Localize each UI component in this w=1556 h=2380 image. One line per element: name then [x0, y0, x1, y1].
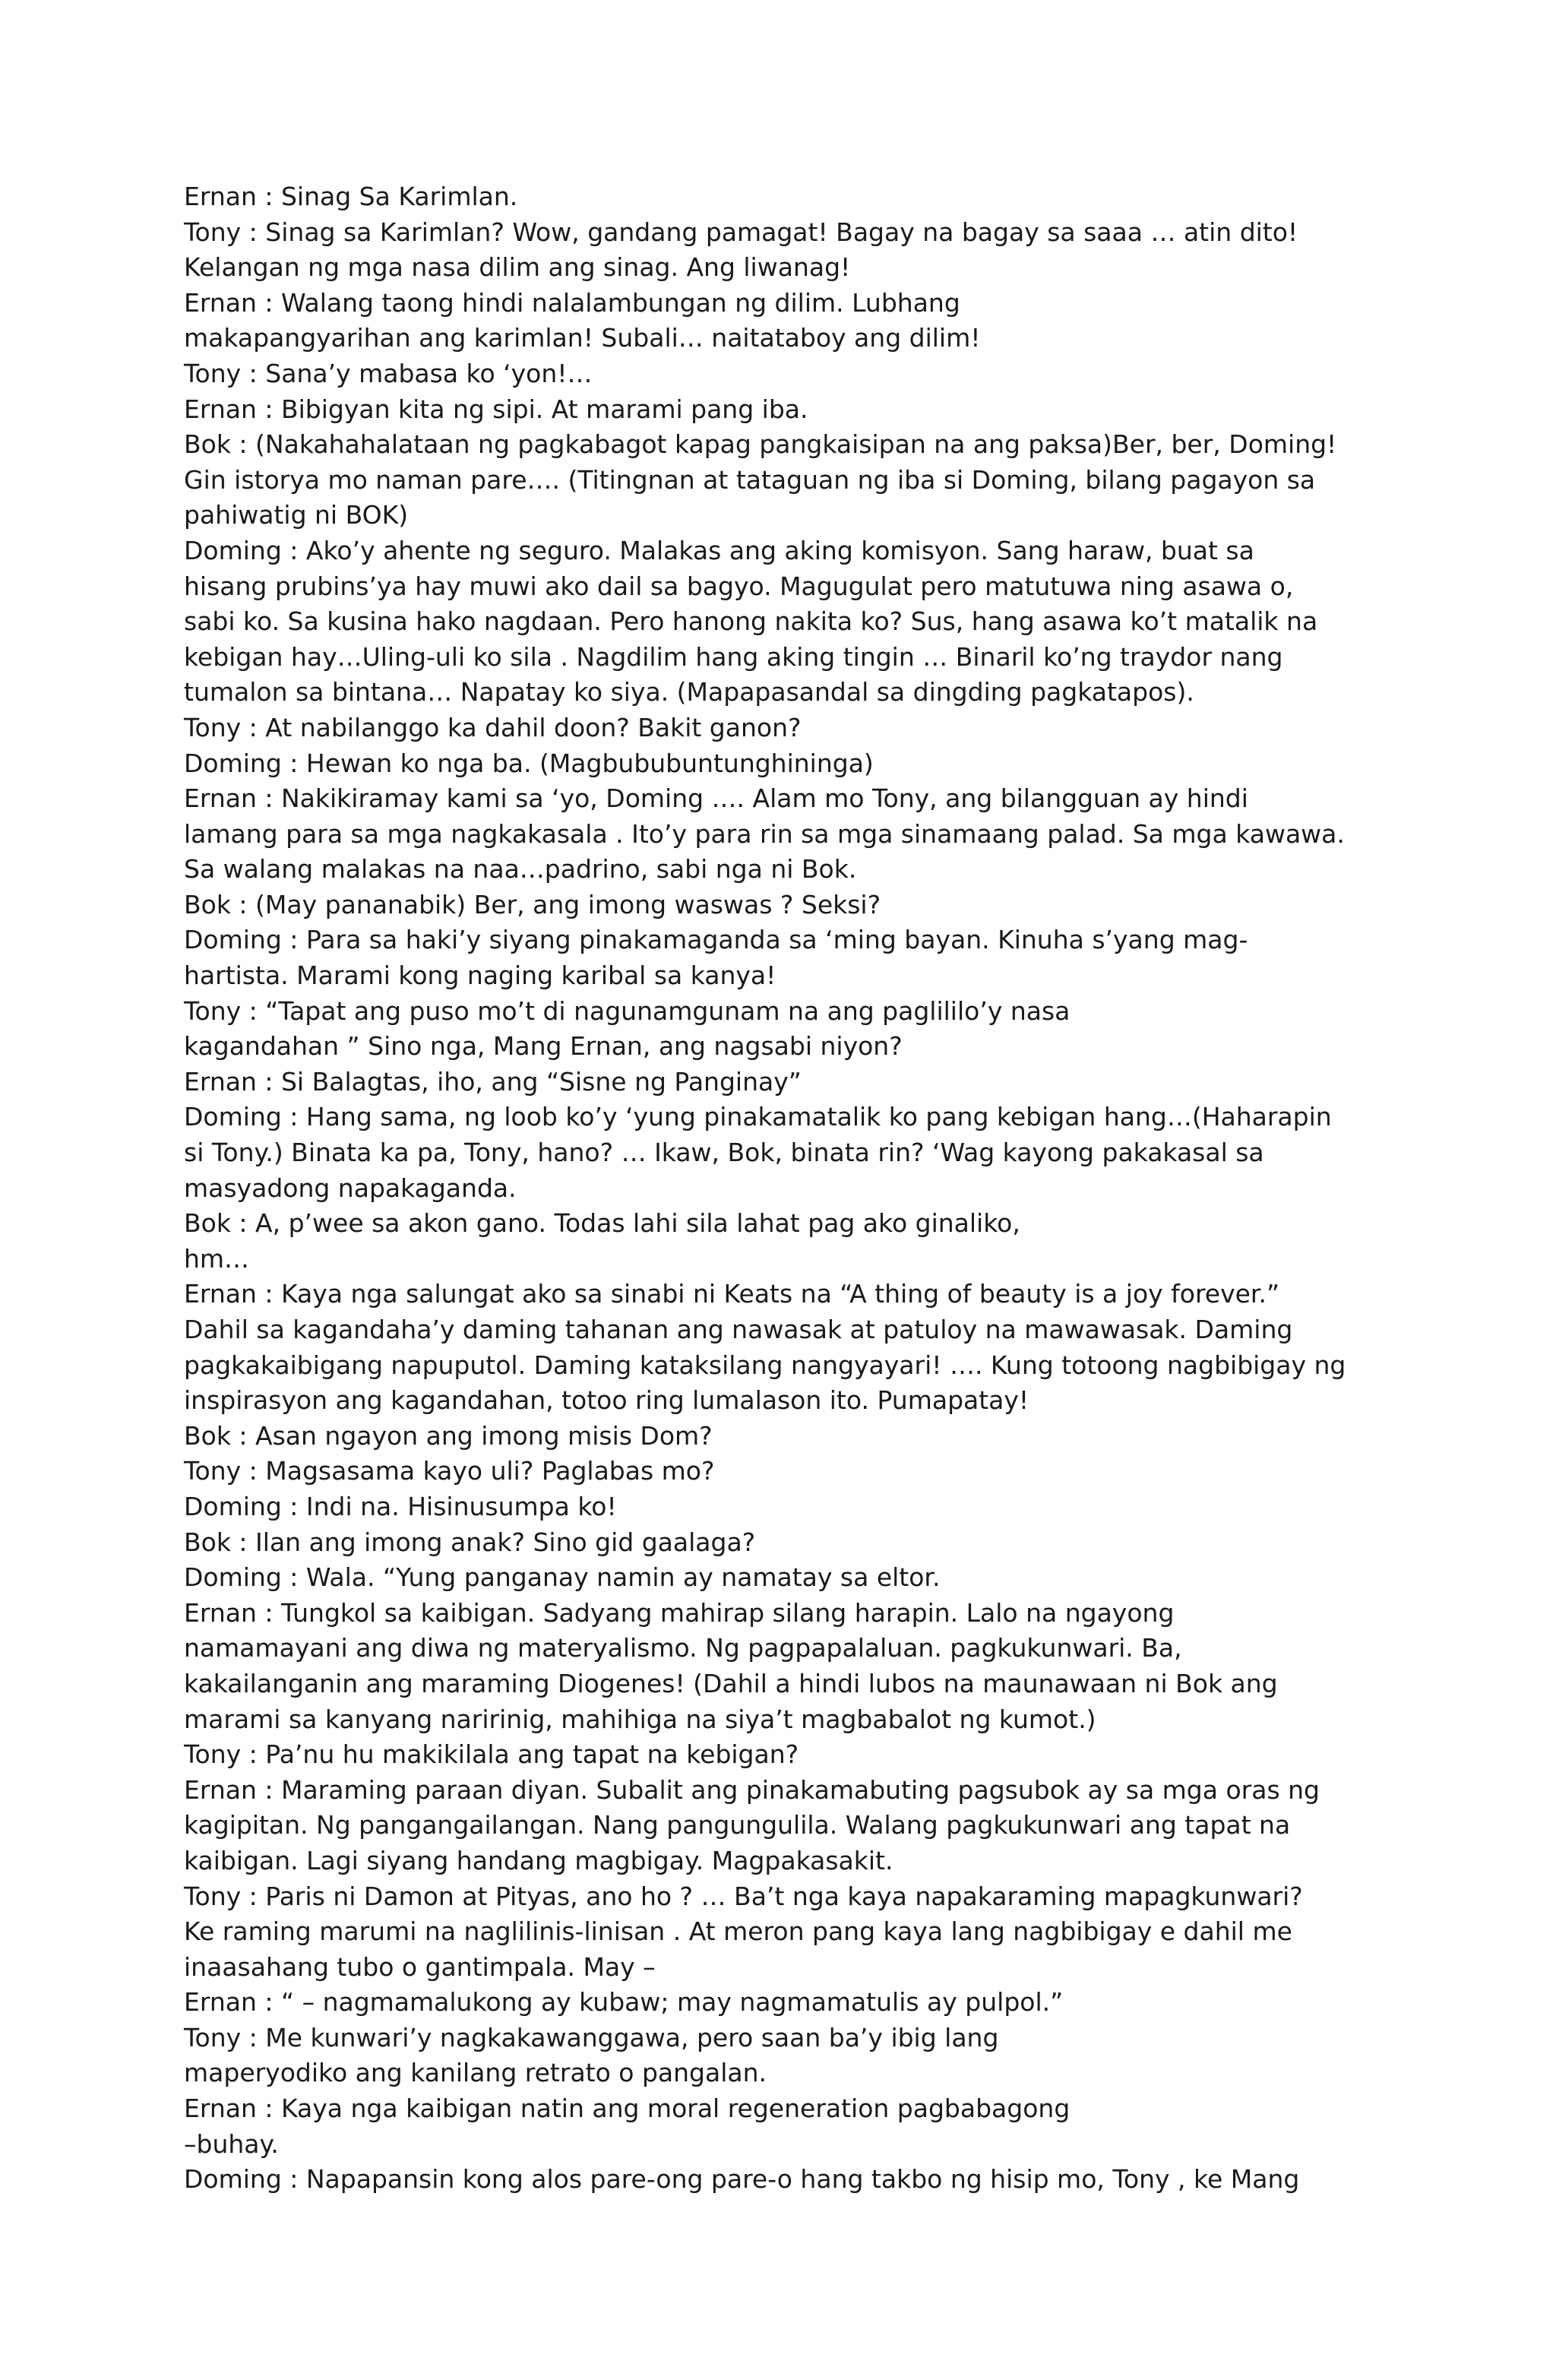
- text-line: Ernan : Sinag Sa Karimlan.: [184, 182, 518, 211]
- text-line: kebigan hay…Uling-uli ko sila . Nagdilim hang aking tingin … Binaril ko’ng traydor nang: [184, 641, 1283, 672]
- text-line: Sa walang malakas na naa…padrino, sabi nga ni Bok.: [184, 854, 857, 885]
- text-line: kakailanganin ang maraming Diogenes! (Dahil a hindi lubos na maunawaan ni Bok ang: [184, 1668, 1278, 1698]
- text-line: kagipitan. Ng pangangailangan. Nang pangungulila. Walang pagkukunwari ang tapat na: [184, 1810, 1291, 1840]
- text-line: Ernan : “ – nagmamalukong ay kubaw; may nagmamatulis ay pulpol.”: [184, 1987, 1064, 2018]
- text-line: tumalon sa bintana… Napatay ko siya. (Mapapasandal sa dingding pagkatapos).: [184, 677, 1194, 707]
- text-line: si Tony.) Binata ka pa, Tony, hano? … Ikaw, Bok, binata rin? ‘Wag kayong pakakasal sa: [184, 1138, 1264, 1168]
- text-line: pagkakaibigang napuputol. Daming kataksilang nangyayari! …. Kung totoong nagbibigay ng: [184, 1350, 1346, 1380]
- script-text: [184, 179, 1475, 2198]
- text-line: Gin istorya mo naman pare…. (Titingnan at tataguan ng iba si Doming, bilang pagayon sa: [184, 464, 1316, 495]
- text-line: Doming : Indi na. Hisinusumpa ko!: [184, 1491, 617, 1521]
- text-line: Ernan : Kaya nga salungat ako sa sinabi ni Keats na “A thing of beauty is a joy forever.”: [184, 1279, 1280, 1309]
- text-line: namamayani ang diwa ng materyalismo. Ng pagpapalaluan. pagkukunwari. Ba,: [184, 1633, 1182, 1663]
- text-line: Bok : Asan ngayon ang imong misis Dom?: [184, 1420, 713, 1451]
- text-line: makapangyarihan ang karimlan! Subali… naitataboy ang dilim!: [184, 323, 981, 353]
- text-line: Ernan : Kaya nga kaibigan natin ang moral regeneration pagbabagong: [184, 2094, 1071, 2124]
- text-line: hartista. Marami kong naging karibal sa kanya!: [184, 961, 776, 991]
- text-line: kagandahan ” Sino nga, Mang Ernan, ang nagsabi niyon?: [184, 1031, 903, 1062]
- text-line: Tony : Magsasama kayo uli? Paglabas mo?: [184, 1456, 715, 1486]
- text-line: pahiwatig ni BOK): [184, 500, 409, 530]
- text-line: maperyodiko ang kanilang retrato o pangalan.: [184, 2058, 767, 2088]
- text-line: sabi ko. Sa kusina hako nagdaan. Pero hanong nakita ko? Sus, hang asawa ko’t matalik na: [184, 606, 1318, 637]
- text-line: Doming : Napapansin kong alos pare-ong pare-o hang takbo ng hisip mo, Tony , ke Mang: [184, 2164, 1300, 2195]
- text-line: inaasahang tubo o gantimpala. May –: [184, 1951, 656, 1982]
- text-line: Tony : Sinag sa Karimlan? Wow, gandang pamagat! Bagay na bagay sa saaa … atin dito!: [184, 217, 1298, 247]
- text-line: Tony : Sana’y mabasa ko ‘yon!…: [184, 358, 593, 388]
- text-line: masyadong napakaganda.: [184, 1173, 517, 1203]
- text-line: Tony : Me kunwari’y nagkakawanggawa, pero saan ba’y ibig lang: [184, 2022, 999, 2052]
- text-line: Ernan : Tungkol sa kaibigan. Sadyang mahirap silang harapin. Lalo na ngayong: [184, 1597, 1175, 1628]
- text-line: Tony : Paris ni Damon at Pityas, ano ho ? … Ba’t nga kaya napakaraming mapagkunwari?: [184, 1881, 1303, 1911]
- text-line: Tony : Pa’nu hu makikilala ang tapat na kebigan?: [184, 1739, 799, 1770]
- text-line: hisang prubins’ya hay muwi ako dail sa bagyo. Magugulat pero matutuwa ning asawa o,: [184, 571, 1294, 601]
- text-line: Tony : At nabilanggo ka dahil doon? Bakit ganon?: [184, 712, 802, 742]
- text-line: Tony : “Tapat ang puso mo’t di nagunamgunam na ang paglililo’y nasa: [184, 995, 1071, 1026]
- text-line: Bok : (May pananabik) Ber, ang imong waswas ? Seksi?: [184, 889, 881, 919]
- text-line: Doming : Wala. “Yung panganay namin ay namatay sa eltor.: [184, 1562, 941, 1593]
- text-line: Doming : Para sa haki’y siyang pinakamaganda sa ‘ming bayan. Kinuha s’yang mag-: [184, 925, 1248, 955]
- text-line: Bok : Ilan ang imong anak? Sino gid gaalaga?: [184, 1527, 756, 1557]
- text-line: Bok : A, p’wee sa akon gano. Todas lahi sila lahat pag ako ginaliko,: [184, 1208, 1020, 1239]
- text-line: Ernan : Walang taong hindi nalalambungan ng dilim. Lubhang: [184, 287, 960, 318]
- text-line: Doming : Hewan ko nga ba. (Magbububuntunghininga): [184, 748, 874, 778]
- text-line: kaibigan. Lagi siyang handang magbigay. Magpakasakit.: [184, 1845, 893, 1875]
- text-line: –buhay.: [184, 2128, 279, 2159]
- text-line: marami sa kanyang naririnig, mahihiga na siya’t magbabalot ng kumot.): [184, 1704, 1096, 1734]
- text-line: Bok : (Nakahahalataan ng pagkabagot kapag pangkaisipan na ang paksa)Ber, ber, Doming!: [184, 429, 1337, 460]
- text-line: lamang para sa mga nagkakasala . Ito’y para rin sa mga sinamaang palad. Sa mga kawawa.: [184, 818, 1345, 849]
- text-line: Ernan : Maraming paraan diyan. Subalit ang pinakamabuting pagsubok ay sa mga oras ng: [184, 1774, 1320, 1805]
- text-line: Ernan : Nakikiramay kami sa ‘yo, Doming …. Alam mo Tony, ang bilangguan ay hindi: [184, 783, 1248, 814]
- text-line: Doming : Hang sama, ng loob ko’y ‘yung pinakamatalik ko pang kebigan hang…(Haharapin: [184, 1102, 1332, 1132]
- text-line: Ernan : Si Balagtas, iho, ang “Sisne ng Panginay”: [184, 1066, 802, 1097]
- text-line: Ke raming marumi na naglilinis-linisan . At meron pang kaya lang nagbibigay e dahil me: [184, 1916, 1292, 1947]
- text-line: hm…: [184, 1243, 250, 1274]
- text-line: Dahil sa kagandaha’y daming tahanan ang nawasak at patuloy na mawawasak. Daming: [184, 1315, 1293, 1344]
- text-line: Doming : Ako’y ahente ng seguro. Malakas ang aking komisyon. Sang haraw, buat sa: [184, 535, 1254, 565]
- text-line: inspirasyon ang kagandahan, totoo ring lumalason ito. Pumapatay!: [184, 1385, 1029, 1416]
- text-line: Ernan : Bibigyan kita ng sipi. At marami pang iba.: [184, 394, 808, 424]
- text-line: Kelangan ng mga nasa dilim ang sinag. Ang liwanag!: [184, 252, 851, 283]
